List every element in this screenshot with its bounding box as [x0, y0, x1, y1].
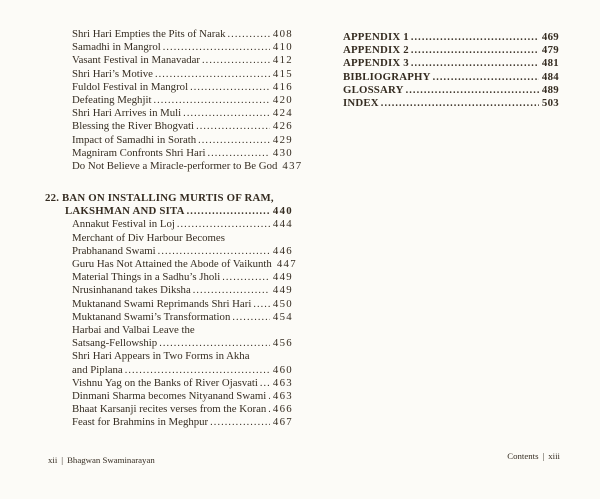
toc-entry — [45, 364, 293, 377]
toc-entry — [45, 298, 293, 311]
toc-entry-page: 467 — [272, 416, 293, 429]
toc-entry-page: 460 — [272, 363, 293, 376]
toc-entry — [343, 57, 559, 70]
toc-entry-page: 446 — [272, 244, 293, 257]
toc-entry-page: 447 — [276, 258, 297, 270]
toc-entry-title: Vasant Festival in Manavadar — [72, 54, 201, 67]
toc-entry-page: 479 — [541, 44, 559, 57]
toc-entry-title: Vishnu Yag on the Banks of River Ojasvati — [72, 376, 258, 389]
toc-entry-title: Shri Hari Empties the Pits of Narak — [72, 28, 226, 40]
toc-right-column — [343, 31, 559, 110]
toc-entry-page: 430 — [272, 146, 293, 159]
dot-leader — [155, 68, 270, 81]
dot-leader — [232, 311, 270, 324]
dot-leader — [207, 147, 269, 160]
toc-entry — [343, 84, 559, 97]
toc-entry — [45, 390, 293, 403]
toc-entry-title: APPENDIX 2 — [343, 44, 409, 57]
book-title: Bhagwan Swaminarayan — [67, 455, 155, 465]
toc-entry — [45, 94, 293, 107]
toc-entry-title: GLOSSARY — [343, 83, 404, 96]
footer-right — [507, 451, 560, 461]
toc-entry — [343, 97, 559, 110]
dot-leader — [260, 377, 270, 390]
toc-entry-title: Satsang-Fellowship — [72, 337, 158, 350]
toc-entry-page: 426 — [272, 120, 293, 133]
footer-separator: | — [61, 455, 64, 465]
toc-entry-page: 440 — [272, 205, 293, 218]
toc-entry-title: Feast for Brahmins in Meghpur — [72, 416, 209, 429]
toc-entry-page: 412 — [272, 54, 293, 67]
toc-entry-title: Shri Hari Appears in Two Forms in Akha — [72, 350, 250, 363]
toc-entry-title: APPENDIX 3 — [343, 57, 409, 70]
toc-entry-title: Annakut Festival in Loj — [72, 218, 175, 231]
toc-entry — [45, 284, 293, 297]
toc-entry — [45, 107, 293, 120]
toc-entry — [45, 134, 293, 147]
toc-entry-page: 489 — [541, 83, 559, 96]
footer-separator: | — [542, 451, 545, 461]
toc-entry-page: 424 — [272, 107, 293, 120]
toc-entry-title: APPENDIX 1 — [343, 31, 409, 43]
toc-entry-page: 410 — [272, 41, 293, 54]
toc-entry — [45, 232, 293, 245]
dot-leader — [183, 107, 270, 120]
folio-left: xii — [48, 455, 58, 465]
dot-leader — [177, 218, 270, 231]
toc-entry-title: Prabhanand Swami — [72, 244, 156, 257]
dot-leader — [253, 298, 270, 311]
toc-entry-title: Muktanand Swami Reprimands Shri Hari — [72, 297, 252, 310]
toc-entry-page: 454 — [272, 310, 293, 323]
toc-entry-page: 463 — [272, 376, 293, 389]
toc-entry — [45, 258, 297, 271]
toc-entry — [45, 245, 293, 258]
dot-leader — [196, 120, 270, 133]
toc-entry — [343, 71, 559, 84]
toc-entry — [45, 120, 293, 133]
dot-leader — [187, 205, 270, 218]
dot-leader — [411, 31, 539, 44]
toc-entry-page: 469 — [541, 31, 559, 43]
toc-entry-page: 484 — [541, 70, 559, 83]
dot-leader — [153, 94, 269, 107]
dot-leader — [158, 245, 270, 258]
toc-entry-page: 503 — [541, 96, 559, 109]
toc-entry-title: BIBLIOGRAPHY — [343, 70, 431, 83]
toc-entry-page: 437 — [282, 159, 303, 172]
toc-entry — [45, 147, 293, 160]
dot-leader — [193, 284, 270, 297]
toc-entry — [45, 377, 293, 390]
toc-entry — [45, 192, 293, 205]
toc-entry — [343, 31, 559, 44]
dot-leader — [125, 364, 270, 377]
toc-entry — [45, 271, 293, 284]
toc-entry-title: Magniram Confronts Shri Hari — [72, 146, 206, 159]
toc-entry-title: Dinmani Sharma becomes Nityanand Swami — [72, 389, 267, 402]
toc-entry-page: 466 — [272, 403, 293, 416]
toc-entry-title: Fuldol Festival in Mangrol — [72, 80, 189, 93]
toc-entry-page: 408 — [272, 28, 293, 40]
dot-leader — [411, 57, 539, 70]
dot-leader — [381, 97, 539, 110]
footer-left — [48, 455, 155, 465]
toc-entry-title: Defeating Meghjit — [72, 93, 152, 106]
toc-entry-title: Shri Hari Arrives in Muli — [72, 107, 182, 120]
toc-entry — [45, 218, 293, 231]
toc-entry — [45, 81, 293, 94]
toc-entry-title: 22. BAN ON INSTALLING MURTIS OF RAM, — [45, 192, 274, 205]
toc-entry-page: 444 — [272, 218, 293, 231]
toc-entry-title: and Piplana — [72, 363, 123, 376]
toc-entry-title: Material Things in a Sadhu’s Jholi — [72, 271, 221, 284]
toc-entry-title: Muktanand Swami’s Transformation — [72, 310, 231, 323]
dot-leader — [198, 134, 270, 147]
toc-entry — [45, 205, 293, 218]
toc-entry-title: Blessing the River Bhogvati — [72, 120, 195, 133]
toc-entry-page: 449 — [272, 271, 293, 284]
toc-entry-page: 463 — [272, 389, 293, 402]
dot-leader — [202, 54, 270, 67]
dot-leader — [159, 337, 270, 350]
toc-entry — [45, 28, 293, 41]
dot-leader — [222, 271, 270, 284]
toc-entry — [343, 44, 559, 57]
toc-entry — [45, 68, 293, 81]
toc-entry-page: 416 — [272, 80, 293, 93]
toc-entry-title: Harbai and Valbai Leave the — [72, 323, 195, 336]
toc-entry-title: Impact of Samadhi in Sorath — [72, 133, 197, 146]
toc-entry-title: LAKSHMAN AND SITA — [65, 205, 185, 218]
toc-entry-title: Do Not Believe a Miracle-performer to Be God — [72, 159, 278, 172]
dot-leader — [210, 416, 270, 429]
toc-entry-page: 429 — [272, 133, 293, 146]
dot-leader — [268, 390, 270, 403]
toc-entry — [45, 41, 293, 54]
dot-leader — [190, 81, 270, 94]
toc-entry-page: 420 — [272, 93, 293, 106]
section-title: Contents — [507, 451, 539, 461]
dot-leader — [433, 71, 539, 84]
toc-entry-page: 450 — [272, 297, 293, 310]
toc-entry — [45, 159, 303, 173]
toc-entry — [45, 403, 293, 416]
toc-entry — [45, 416, 293, 429]
toc-entry-title: Merchant of Div Harbour Becomes — [72, 231, 225, 244]
dot-leader — [406, 84, 539, 97]
dot-leader — [411, 44, 539, 57]
toc-entry-title: INDEX — [343, 96, 379, 109]
toc-entry-title: Shri Hari’s Motive — [72, 67, 153, 80]
toc-entry-page: 449 — [272, 284, 293, 297]
dot-leader — [268, 403, 270, 416]
toc-entry-title: Guru Has Not Attained the Abode of Vaikunth — [72, 258, 272, 270]
toc-entry-page: 415 — [272, 67, 293, 80]
dot-leader — [228, 28, 270, 41]
toc-left-column — [45, 28, 303, 429]
toc-entry — [45, 311, 293, 324]
toc-entry-page: 481 — [541, 57, 559, 70]
toc-entry — [45, 350, 293, 363]
toc-entry-page: 456 — [272, 337, 293, 350]
dot-leader — [163, 41, 270, 54]
toc-entry-title: Nrusinhanand takes Diksha — [72, 284, 191, 297]
toc-entry — [45, 337, 293, 350]
folio-right: xiii — [548, 451, 560, 461]
toc-entry — [45, 324, 293, 337]
toc-entry-title: Bhaat Karsanji recites verses from the Koran — [72, 403, 267, 416]
toc-entry-title: Samadhi in Mangrol — [72, 41, 161, 54]
toc-entry — [45, 54, 293, 67]
